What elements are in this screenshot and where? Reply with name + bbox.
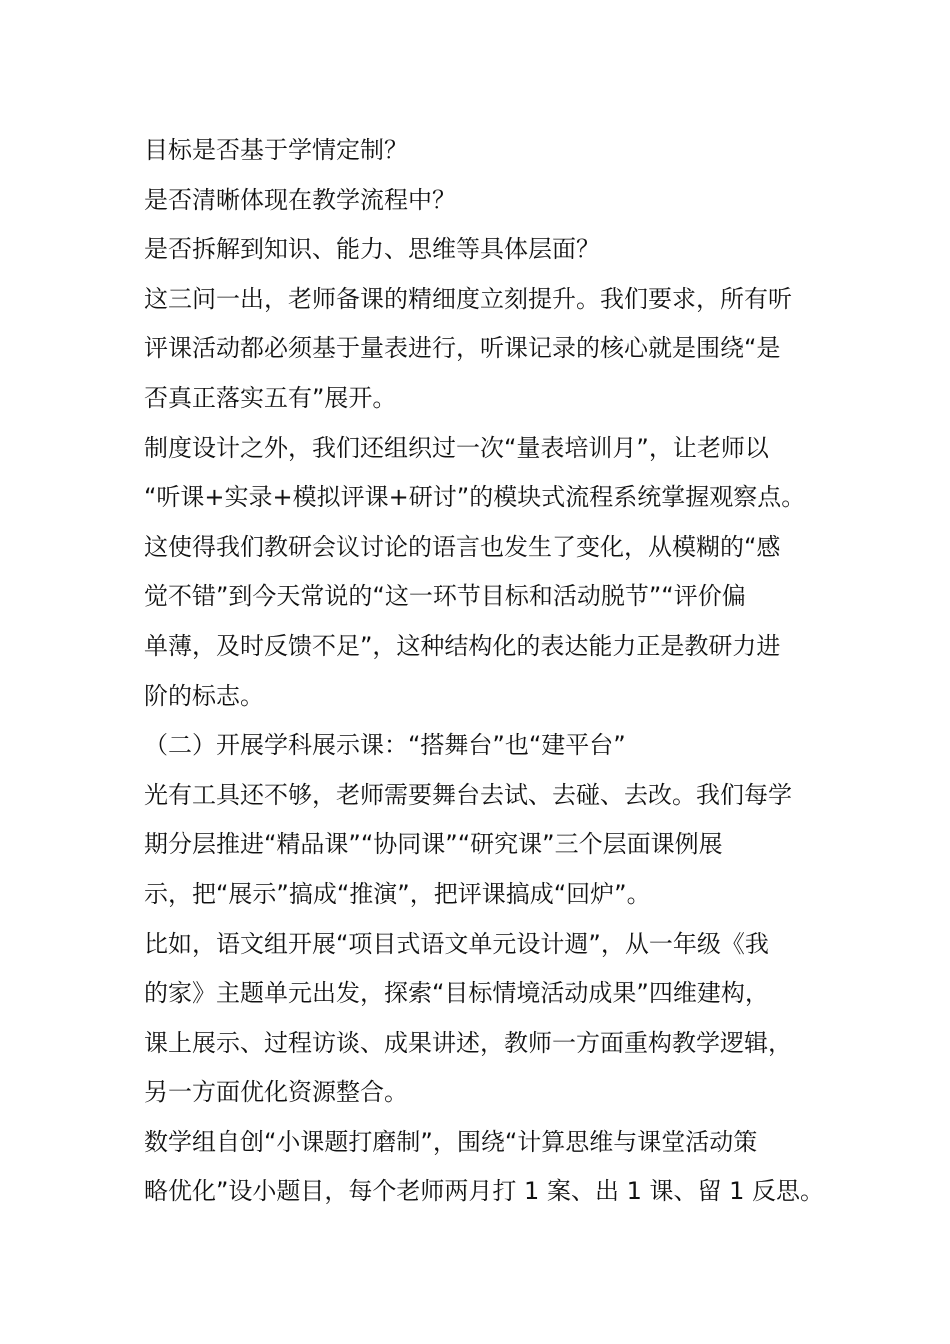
- text-line: 目标是否基于学情定制？: [144, 136, 408, 164]
- text-line: 是否清晰体现在教学流程中？: [144, 185, 456, 214]
- text-line: 是否拆解到知识、能力、思维等具体层面？: [144, 235, 600, 264]
- section-heading: （二）开展学科展示课：“搭舞台”也“建平台”: [144, 731, 626, 760]
- text-line: 的家》主题单元出发，探索“目标情境活动成果”四维建构，: [144, 979, 769, 1008]
- text-line: 略优化”设小题目，每个老师两月打 1 案、出 1 课、留 1 反思。: [144, 1177, 825, 1206]
- text-line: 另一方面优化资源整合。: [144, 1078, 408, 1107]
- text-line: 期分层推进“精品课”“协同课”“研究课”三个层面课例展: [144, 830, 723, 859]
- document-body: [144, 126, 825, 1217]
- text-line: 比如，语文组开展“项目式语文单元设计週”，从一年级《我: [144, 929, 769, 958]
- text-line: “听课+实录+模拟评课+研讨”的模块式流程系统掌握观察点。: [144, 483, 806, 512]
- text-line: 数学组自创“小课题打磨制”，围绕“计算思维与课堂活动策: [144, 1127, 758, 1156]
- text-line: 示，把“展示”搞成“推演”，把评课搞成“回炉”。: [144, 879, 651, 908]
- text-line: 这使得我们教研会议讨论的语言也发生了变化，从模糊的“感: [144, 532, 781, 561]
- text-line: 评课活动都必须基于量表进行，听课记录的核心就是围绕“是: [144, 334, 781, 363]
- text-line: 否真正落实五有”展开。: [144, 383, 397, 412]
- text-line: 阶的标志。: [144, 681, 264, 710]
- text-line: 光有工具还不够，老师需要舞台去试、去碰、去改。我们每学: [144, 780, 792, 809]
- text-line: 课上展示、过程访谈、成果讲述，教师一方面重构教学逻辑，: [144, 1028, 792, 1057]
- text-line: 觉不错”到今天常说的“这一环节目标和活动脱节”“评价偏: [144, 582, 746, 611]
- text-line: 制度设计之外，我们还组织过一次“量表培训月”，让老师以: [144, 433, 769, 462]
- text-line: 这三问一出，老师备课的精细度立刻提升。我们要求，所有听: [144, 284, 792, 313]
- text-line: 单薄，及时反馈不足”，这种结构化的表达能力正是教研力进: [144, 631, 781, 660]
